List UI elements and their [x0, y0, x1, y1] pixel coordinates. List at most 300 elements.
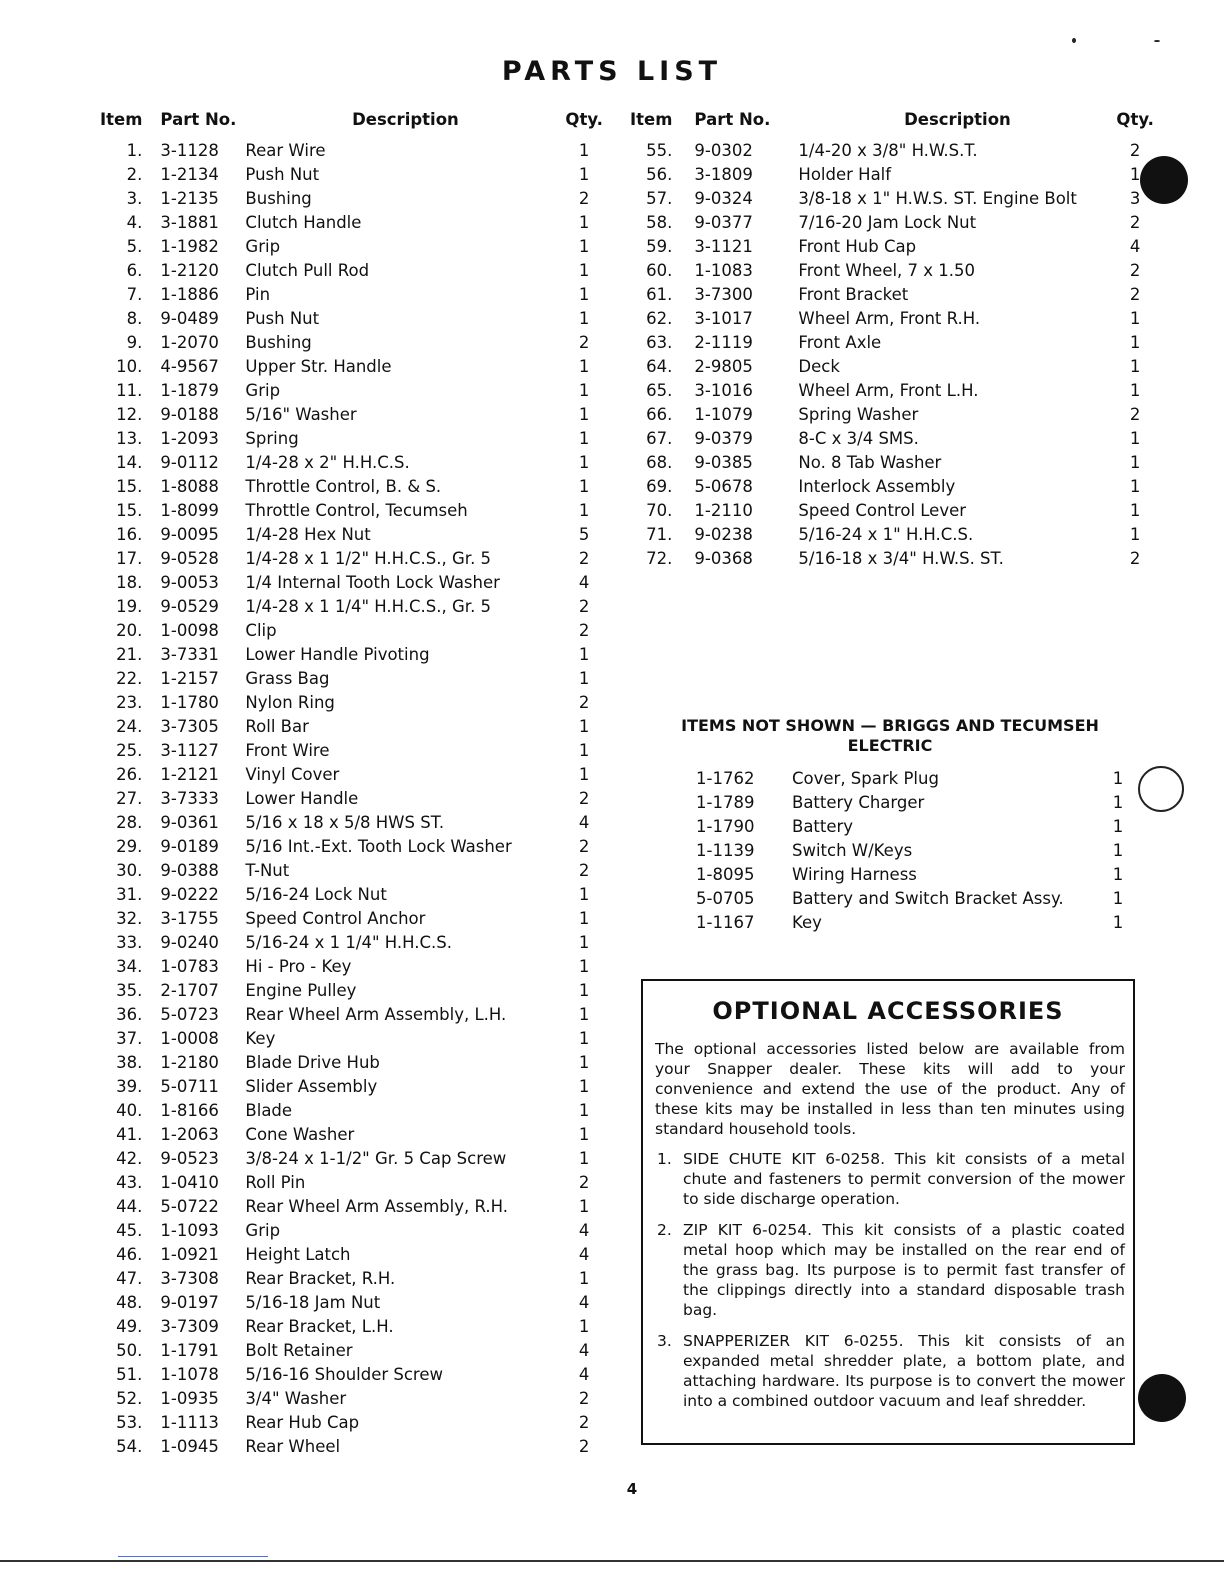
part-description: 1/4-28 x 1 1/4" H.H.C.S., Gr. 5: [245, 596, 492, 616]
table-row: [100, 162, 603, 186]
quantity: 2: [578, 1412, 590, 1432]
table-row: [100, 786, 603, 810]
part-number: 1-2120: [160, 260, 219, 280]
table-row: [100, 1170, 603, 1194]
header-description: Description: [904, 109, 1011, 129]
part-number: 3-7308: [160, 1268, 219, 1288]
quantity: 1: [578, 1100, 590, 1120]
item-number: 18.: [116, 572, 143, 592]
table-row: [630, 282, 1154, 306]
binder-hole-icon: [1140, 156, 1188, 204]
part-number: 5-0678: [694, 476, 753, 496]
part-description: 1/4 Internal Tooth Lock Washer: [245, 572, 500, 592]
item-number: 58.: [646, 212, 673, 232]
part-description: 8-C x 3/4 SMS.: [798, 428, 919, 448]
part-number: 3-1809: [694, 164, 753, 184]
item-number: 11.: [116, 380, 143, 400]
part-description: Bolt Retainer: [245, 1340, 353, 1360]
part-description: Lower Handle: [245, 788, 359, 808]
part-number: 9-0222: [160, 884, 219, 904]
quantity: 2: [578, 836, 590, 856]
quantity: 1: [578, 356, 590, 376]
table-row: [100, 330, 603, 354]
part-number: 3-1121: [694, 236, 753, 256]
table-row: [100, 930, 603, 954]
quantity: 1: [578, 404, 590, 424]
item-number: 44.: [116, 1196, 143, 1216]
table-row: [100, 522, 603, 546]
part-number: 1-1093: [160, 1220, 219, 1240]
table-row: [630, 354, 1154, 378]
part-description: 3/8-24 x 1-1/2" Gr. 5 Cap Screw: [245, 1148, 507, 1168]
part-description: 7/16-20 Jam Lock Nut: [798, 212, 977, 232]
item-number: 22.: [116, 668, 143, 688]
part-description: Throttle Control, Tecumseh: [245, 500, 468, 520]
table-row: [630, 258, 1154, 282]
item-number: 27.: [116, 788, 143, 808]
part-description: 5/16-18 Jam Nut: [245, 1292, 381, 1312]
accessory-item: [655, 1220, 1125, 1320]
quantity: 2: [578, 332, 590, 352]
part-description: Front Wheel, 7 x 1.50: [798, 260, 976, 280]
item-number: 40.: [116, 1100, 143, 1120]
item-number: 4.: [126, 212, 143, 232]
part-description: Front Bracket: [798, 284, 909, 304]
item-number: 15.: [116, 476, 143, 496]
quantity: 2: [1129, 404, 1141, 424]
item-number: 19.: [116, 596, 143, 616]
item-number: 35.: [116, 980, 143, 1000]
part-number: 3-1017: [694, 308, 753, 328]
table-row: [100, 1218, 603, 1242]
table-row: [100, 714, 603, 738]
table-row: [100, 186, 603, 210]
item-number: 71.: [646, 524, 673, 544]
quantity: 2: [578, 188, 590, 208]
binder-hole-icon: [1138, 1374, 1186, 1422]
part-number: 3-1127: [160, 740, 219, 760]
quantity: 1: [578, 956, 590, 976]
item-number: 20.: [116, 620, 143, 640]
part-description: Bushing: [245, 188, 312, 208]
part-description: 5/16-18 x 3/4" H.W.S. ST.: [798, 548, 1004, 568]
part-description: 5/16-24 x 1 1/4" H.H.C.S.: [245, 932, 453, 952]
table-row: [100, 690, 603, 714]
part-number: 9-0095: [160, 524, 219, 544]
part-description: 5/16-24 Lock Nut: [245, 884, 387, 904]
item-number: 50.: [116, 1340, 143, 1360]
quantity: 1: [578, 1076, 590, 1096]
part-number: 9-0197: [160, 1292, 219, 1312]
item-number: 51.: [116, 1364, 143, 1384]
table-row: [100, 978, 603, 1002]
item-number: 67.: [646, 428, 673, 448]
part-description: Rear Wheel Arm Assembly, L.H.: [245, 1004, 507, 1024]
item-number: 23.: [116, 692, 143, 712]
part-number: 5-0723: [160, 1004, 219, 1024]
item-number: 64.: [646, 356, 673, 376]
quantity: 1: [578, 1124, 590, 1144]
table-row: [100, 258, 603, 282]
table-row: [630, 306, 1154, 330]
item-number: 66.: [646, 404, 673, 424]
table-row: [100, 810, 603, 834]
part-number: 9-0388: [160, 860, 219, 880]
table-row: [690, 766, 1128, 790]
part-number: 1-0935: [160, 1388, 219, 1408]
page-bottom-edge: [0, 1560, 1224, 1562]
quantity: 4: [578, 572, 590, 592]
part-number: 1-1762: [696, 768, 755, 788]
item-number: 7.: [126, 284, 143, 304]
quantity: 4: [578, 1364, 590, 1384]
quantity: 1: [578, 380, 590, 400]
parts-table-right: [630, 104, 1154, 570]
part-description: Bushing: [245, 332, 312, 352]
header-item: Item: [100, 109, 143, 129]
part-description: Battery: [792, 816, 854, 836]
part-description: Pin: [245, 284, 271, 304]
part-number: 1-1083: [694, 260, 753, 280]
part-number: 1-1113: [160, 1412, 219, 1432]
quantity: 2: [578, 620, 590, 640]
table-header: [630, 104, 1154, 134]
part-number: 3-1016: [694, 380, 753, 400]
table-row: [100, 1434, 603, 1458]
item-number: 10.: [116, 356, 143, 376]
item-number: 41.: [116, 1124, 143, 1144]
header-part-no: Part No.: [160, 109, 237, 129]
part-number: 1-1078: [160, 1364, 219, 1384]
header-qty: Qty.: [565, 109, 603, 129]
part-number: 1-2070: [160, 332, 219, 352]
table-row: [100, 618, 603, 642]
part-number: 3-7300: [694, 284, 753, 304]
part-description: Wheel Arm, Front L.H.: [798, 380, 979, 400]
accessory-item: [655, 1149, 1125, 1209]
quantity: 1: [578, 500, 590, 520]
part-number: 9-0529: [160, 596, 219, 616]
quantity: 1: [578, 164, 590, 184]
part-number: 1-2135: [160, 188, 219, 208]
part-number: 1-1079: [694, 404, 753, 424]
quantity: 2: [1129, 140, 1141, 160]
table-row: [690, 814, 1128, 838]
table-row: [100, 642, 603, 666]
table-row: [630, 498, 1154, 522]
quantity: 1: [1129, 356, 1141, 376]
part-description: Throttle Control, B. & S.: [245, 476, 442, 496]
part-number: 1-1790: [696, 816, 755, 836]
item-number: 43.: [116, 1172, 143, 1192]
quantity: 2: [578, 596, 590, 616]
quantity: 1: [578, 644, 590, 664]
item-number: 17.: [116, 548, 143, 568]
table-row: [630, 546, 1154, 570]
table-row: [100, 306, 603, 330]
page-number: 4: [626, 1480, 638, 1498]
table-row: [100, 1290, 603, 1314]
part-description: 5/16-24 x 1" H.H.C.S.: [798, 524, 974, 544]
item-number: 62.: [646, 308, 673, 328]
table-row: [100, 762, 603, 786]
quantity: 1: [578, 428, 590, 448]
table-row: [100, 858, 603, 882]
part-number: 9-0238: [694, 524, 753, 544]
quantity: 1: [1112, 864, 1124, 884]
quantity: 1: [1112, 792, 1124, 812]
part-number: 4-9567: [160, 356, 219, 376]
part-description: Blade: [245, 1100, 293, 1120]
quantity: 1: [578, 1028, 590, 1048]
table-row: [100, 1266, 603, 1290]
scan-edge-line: [118, 1556, 268, 1557]
part-description: Roll Bar: [245, 716, 309, 736]
table-row: [100, 738, 603, 762]
scan-speck: [1072, 38, 1076, 43]
quantity: 1: [578, 980, 590, 1000]
table-row: [100, 1026, 603, 1050]
item-number: 42.: [116, 1148, 143, 1168]
header-description: Description: [352, 109, 459, 129]
quantity: 1: [578, 1316, 590, 1336]
quantity: 3: [1129, 188, 1141, 208]
accessory-text: ZIP KIT 6-0254. This kit consists of a plastic coated metal hoop which may be installed on the rear end of the grass bag. Its purpose is to permit fast transfer of the clippings directly into a standard disposable trash bag.: [683, 1221, 1125, 1319]
table-row: [100, 1146, 603, 1170]
part-description: Front Wire: [245, 740, 330, 760]
optional-accessories-intro: The optional accessories listed below are available from your Snapper dealer. These kits will add to your convenience and extend the use of the product. Any of these kits may be installed in less than ten minutes using standard household tools.: [655, 1040, 1125, 1138]
table-row: [100, 1050, 603, 1074]
header-item: Item: [630, 109, 673, 129]
part-description: Key: [245, 1028, 276, 1048]
part-description: Rear Wire: [245, 140, 326, 160]
quantity: 2: [1129, 548, 1141, 568]
item-number: 26.: [116, 764, 143, 784]
quantity: 2: [578, 548, 590, 568]
item-number: 33.: [116, 932, 143, 952]
table-row: [100, 570, 603, 594]
item-number: 69.: [646, 476, 673, 496]
quantity: 1: [1129, 476, 1141, 496]
item-number: 54.: [116, 1436, 143, 1456]
quantity: 1: [1129, 452, 1141, 472]
part-description: Front Hub Cap: [798, 236, 917, 256]
part-number: 1-0008: [160, 1028, 219, 1048]
part-description: Nylon Ring: [245, 692, 335, 712]
quantity: 4: [578, 1244, 590, 1264]
table-row: [630, 134, 1154, 162]
quantity: 1: [578, 1148, 590, 1168]
part-description: Interlock Assembly: [798, 476, 956, 496]
part-number: 9-0368: [694, 548, 753, 568]
items-not-shown-title-line1: ITEMS NOT SHOWN — BRIGGS AND TECUMSEH: [681, 716, 1099, 735]
quantity: 1: [578, 236, 590, 256]
table-row: [100, 450, 603, 474]
quantity: 4: [578, 1340, 590, 1360]
item-number: 63.: [646, 332, 673, 352]
part-number: 9-0189: [160, 836, 219, 856]
part-description: Spring: [245, 428, 299, 448]
part-number: 9-0489: [160, 308, 219, 328]
item-number: 3.: [126, 188, 143, 208]
part-description: 3/4" Washer: [245, 1388, 347, 1408]
accessory-number: 2.: [657, 1221, 672, 1239]
table-row: [690, 862, 1128, 886]
part-number: 1-2063: [160, 1124, 219, 1144]
optional-accessories-list: [655, 1149, 1125, 1422]
part-description: Switch W/Keys: [792, 840, 913, 860]
quantity: 1: [1112, 816, 1124, 836]
quantity: 1: [578, 764, 590, 784]
item-number: 9.: [126, 332, 143, 352]
item-number: 47.: [116, 1268, 143, 1288]
binder-hole-icon: [1138, 766, 1184, 812]
part-description: Clutch Pull Rod: [245, 260, 370, 280]
part-number: 1-1167: [696, 912, 755, 932]
table-row: [630, 402, 1154, 426]
part-description: Push Nut: [245, 308, 320, 328]
part-number: 1-2121: [160, 764, 219, 784]
quantity: 1: [578, 668, 590, 688]
item-number: 59.: [646, 236, 673, 256]
item-number: 61.: [646, 284, 673, 304]
items-not-shown-heading: [660, 716, 1120, 756]
table-row: [100, 1074, 603, 1098]
item-number: 55.: [646, 140, 673, 160]
table-row: [100, 1410, 603, 1434]
table-row: [630, 330, 1154, 354]
accessory-text: SIDE CHUTE KIT 6-0258. This kit consists of a metal chute and fasteners to permit conversion of the mower to side discharge operation.: [683, 1150, 1125, 1208]
item-number: 28.: [116, 812, 143, 832]
table-row: [100, 882, 603, 906]
part-number: 1-0945: [160, 1436, 219, 1456]
part-number: 1-8088: [160, 476, 219, 496]
item-number: 34.: [116, 956, 143, 976]
part-description: Grip: [245, 380, 281, 400]
accessory-text: SNAPPERIZER KIT 6-0255. This kit consists of an expanded metal shredder plate, a bottom plate, and attaching hardware. Its purpose is to convert the mower into a combined outdoor vacuum and leaf shredder.: [683, 1332, 1125, 1410]
part-number: 5-0705: [696, 888, 755, 908]
item-number: 21.: [116, 644, 143, 664]
part-number: 3-7333: [160, 788, 219, 808]
quantity: 1: [1112, 888, 1124, 908]
quantity: 1: [1129, 524, 1141, 544]
quantity: 1: [1129, 332, 1141, 352]
part-number: 1-8099: [160, 500, 219, 520]
quantity: 1: [578, 476, 590, 496]
part-number: 9-0523: [160, 1148, 219, 1168]
table-row: [100, 594, 603, 618]
quantity: 2: [1129, 284, 1141, 304]
part-description: Front Axle: [798, 332, 882, 352]
quantity: 1: [578, 260, 590, 280]
table-row: [100, 834, 603, 858]
part-number: 1-0783: [160, 956, 219, 976]
quantity: 5: [578, 524, 590, 544]
item-number: 6.: [126, 260, 143, 280]
part-description: Spring Washer: [798, 404, 919, 424]
quantity: 1: [578, 884, 590, 904]
table-row: [690, 910, 1128, 934]
part-number: 3-7305: [160, 716, 219, 736]
part-number: 1-0921: [160, 1244, 219, 1264]
item-number: 48.: [116, 1292, 143, 1312]
part-description: 5/16-16 Shoulder Screw: [245, 1364, 444, 1384]
item-number: 1.: [126, 140, 143, 160]
quantity: 2: [578, 1436, 590, 1456]
part-number: 1-2157: [160, 668, 219, 688]
quantity: 1: [1112, 912, 1124, 932]
part-number: 9-0240: [160, 932, 219, 952]
table-row: [630, 186, 1154, 210]
quantity: 1: [1129, 500, 1141, 520]
quantity: 1: [1129, 380, 1141, 400]
table-row: [100, 1242, 603, 1266]
quantity: 2: [578, 788, 590, 808]
table-row: [100, 546, 603, 570]
part-description: Cover, Spark Plug: [792, 768, 939, 788]
part-description: Holder Half: [798, 164, 892, 184]
item-number: 25.: [116, 740, 143, 760]
table-row: [100, 666, 603, 690]
item-number: 46.: [116, 1244, 143, 1264]
item-number: 68.: [646, 452, 673, 472]
table-row: [100, 134, 603, 162]
optional-accessories-title: OPTIONAL ACCESSORIES: [712, 997, 1064, 1025]
part-number: 9-0053: [160, 572, 219, 592]
part-number: 3-7331: [160, 644, 219, 664]
item-number: 39.: [116, 1076, 143, 1096]
part-number: 2-1707: [160, 980, 219, 1000]
part-number: 1-0410: [160, 1172, 219, 1192]
part-description: Vinyl Cover: [245, 764, 340, 784]
part-description: Speed Control Lever: [798, 500, 967, 520]
part-description: 5/16" Washer: [245, 404, 357, 424]
item-number: 60.: [646, 260, 673, 280]
table-row: [100, 1002, 603, 1026]
part-number: 1-1789: [696, 792, 755, 812]
part-number: 2-9805: [694, 356, 753, 376]
quantity: 4: [578, 1292, 590, 1312]
table-row: [100, 954, 603, 978]
part-number: 9-0385: [694, 452, 753, 472]
table-header: [100, 104, 603, 134]
quantity: 1: [578, 452, 590, 472]
item-number: 13.: [116, 428, 143, 448]
part-number: 1-2093: [160, 428, 219, 448]
part-number: 5-0722: [160, 1196, 219, 1216]
part-description: Speed Control Anchor: [245, 908, 426, 928]
item-number: 31.: [116, 884, 143, 904]
part-description: Battery and Switch Bracket Assy.: [792, 888, 1064, 908]
item-number: 15.: [116, 500, 143, 520]
table-row: [100, 1338, 603, 1362]
quantity: 2: [578, 1172, 590, 1192]
items-not-shown-table: [690, 766, 1128, 934]
part-description: Slider Assembly: [245, 1076, 378, 1096]
quantity: 1: [578, 140, 590, 160]
quantity: 1: [578, 1004, 590, 1024]
part-description: Rear Wheel: [245, 1436, 341, 1456]
part-description: Grass Bag: [245, 668, 330, 688]
part-number: 3-1755: [160, 908, 219, 928]
quantity: 1: [578, 308, 590, 328]
accessory-item: [655, 1331, 1125, 1411]
part-description: Clip: [245, 620, 277, 640]
part-number: 9-0112: [160, 452, 219, 472]
item-number: 53.: [116, 1412, 143, 1432]
part-description: Push Nut: [245, 164, 320, 184]
part-number: 1-1982: [160, 236, 219, 256]
